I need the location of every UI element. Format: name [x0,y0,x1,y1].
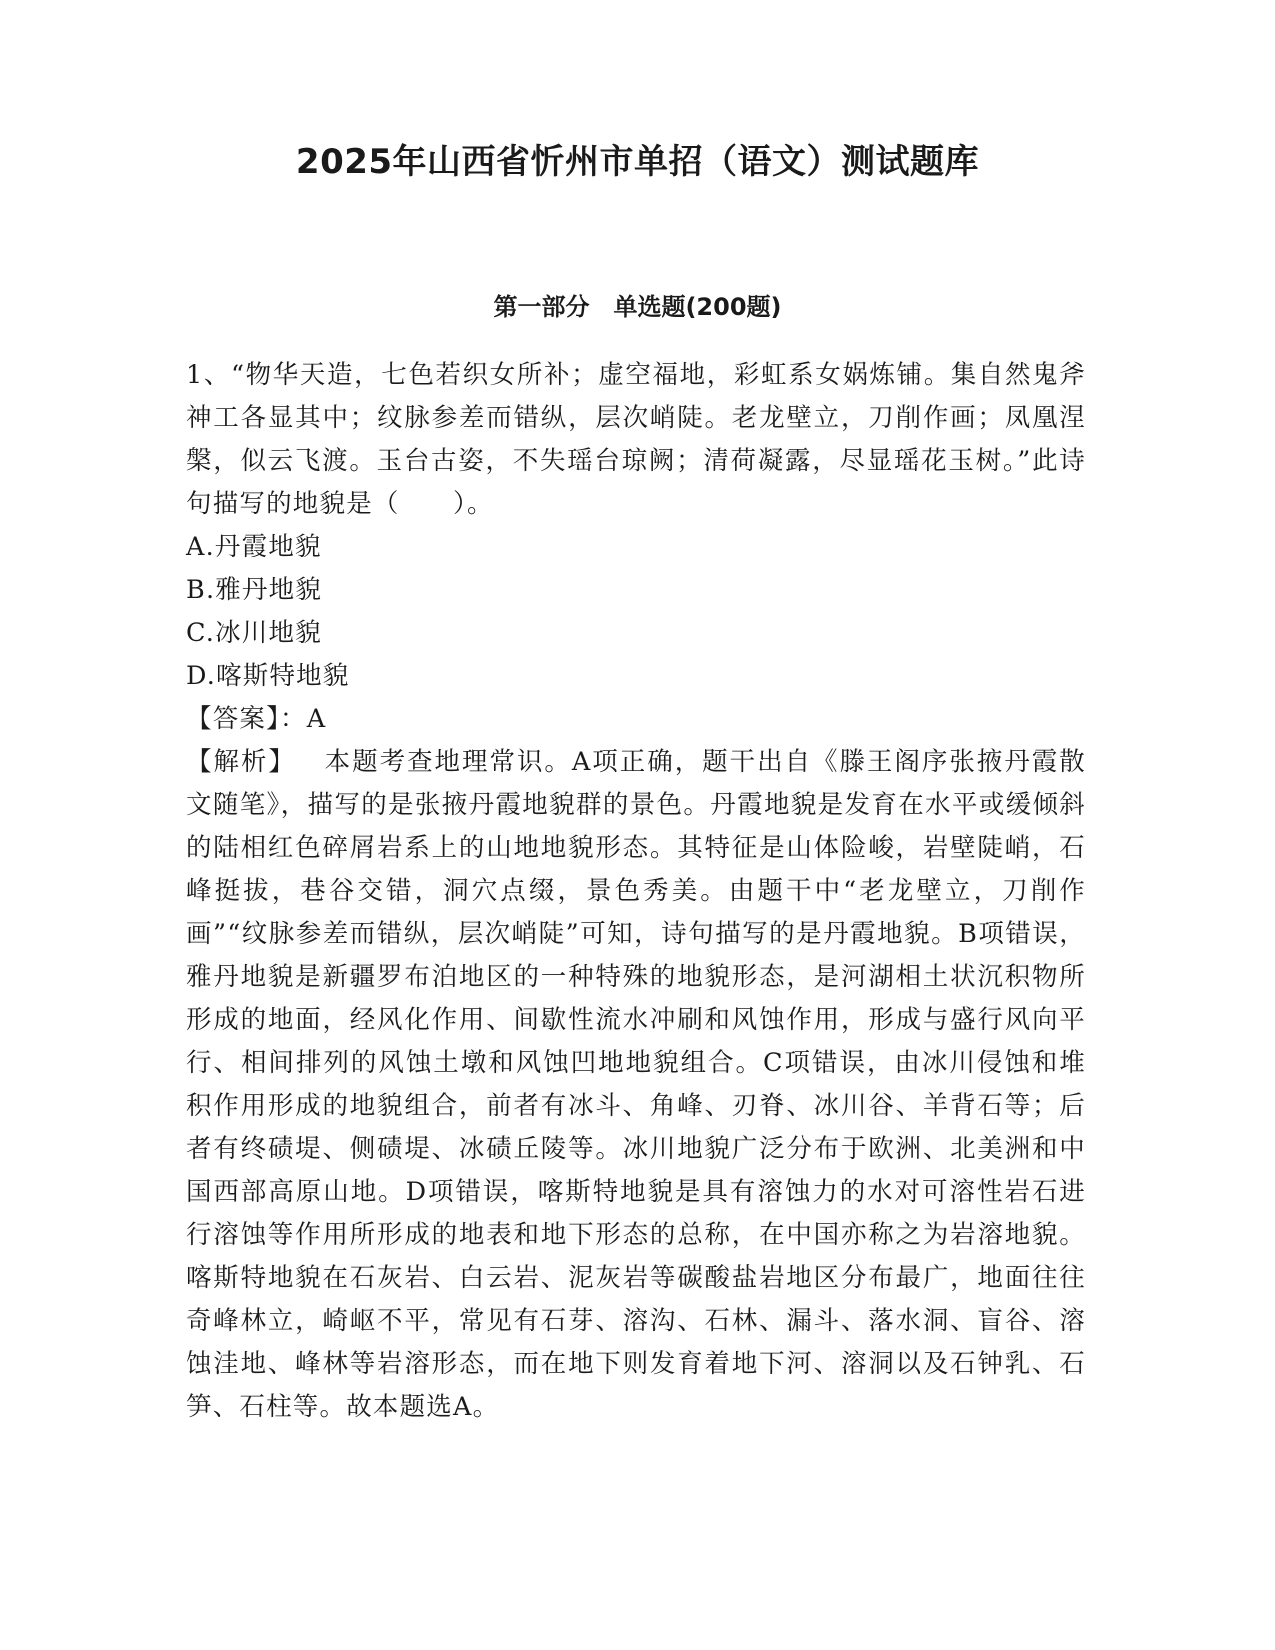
answer-value: A [306,704,327,734]
question-block [186,354,1086,1429]
analysis-text: 本题考查地理常识。A项正确，题干出自《滕王阁序张掖丹霞散文随笔》，描写的是张掖丹霞地貌群的景色。丹霞地貌是发育在水平或缓倾斜的陆相红色碎屑岩系上的山地地貌形态。其特征是山体险峻，岩壁陡峭，石峰挺拔，巷谷交错，洞穴点缀，景色秀美。由题干中“老龙壁立，刀削作画”“纹脉参差而错纵，层次峭陡”可知，诗句描写的是丹霞地貌。B项错误，雅丹地貌是新疆罗布泊地区的一种特殊的地貌形态，是河湖相土状沉积物所形成的地面，经风化作用、间歇性流水冲刷和风蚀作用，形成与盛行风向平行、相间排列的风蚀土墩和风蚀凹地地貌组合。C项错误，由冰川侵蚀和堆积作用形成的地貌组合，前者有冰斗、角峰、刃脊、冰川谷、羊背石等；后者有终碛堤、侧碛堤、冰碛丘陵等。冰川地貌广泛分布于欧洲、北美洲和中国西部高原山地。D项错误，喀斯特地貌是具有溶蚀力的水对可溶性岩石进行溶蚀等作用所形成的地表和地下形态的总称，在中国亦称之为岩溶地貌。喀斯特地貌在石灰岩、白云岩、泥灰岩等碳酸盐岩地区分布最广，地面往往奇峰林立，崎岖不平，常见有石芽、溶沟、石林、漏斗、落水洞、盲谷、溶蚀洼地、峰林等岩溶形态，而在地下则发育着地下河、溶洞以及石钟乳、石笋、石柱等。故本题选A。 [186,747,1086,1422]
option-a: A.丹霞地貌 [186,532,322,562]
analysis-paragraph [186,741,1086,1429]
answer-label: 【答案】： [186,704,307,734]
option-b: B.雅丹地貌 [186,575,323,605]
question-stem: 1、“物华天造，七色若织女所补；虚空福地，彩虹系女娲炼铺。集自然鬼斧神工各显其中；纹脉参差而错纵，层次峭陡。老龙壁立，刀削作画；凤凰涅槃，似云飞渡。玉台古姿，不失瑶台琼阙；清荷凝露，尽显瑶花玉树。”此诗句描写的地貌是（ ）。 [186,360,1086,519]
option-d: D.喀斯特地貌 [186,661,350,691]
section-title: 第一部分 单选题(200题) [493,293,782,321]
analysis-label: 【解析】 [186,747,296,777]
answer-line [186,698,1086,741]
option-c: C.冰川地貌 [186,618,322,648]
document-title: 2025年山西省忻州市单招（语文）测试题库 [295,142,980,182]
